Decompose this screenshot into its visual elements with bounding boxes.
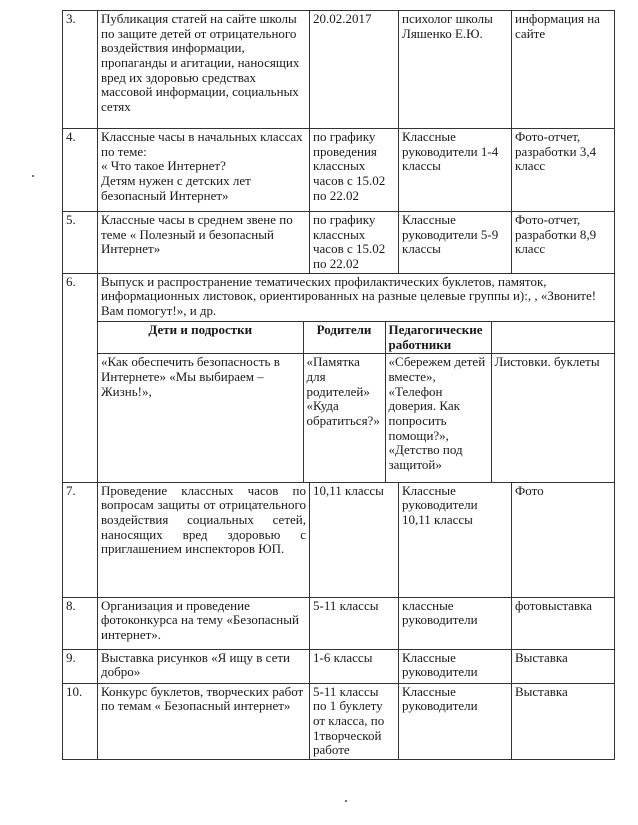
- table-row: [63, 482, 615, 597]
- event-result: Выставка: [512, 649, 615, 683]
- event-date: 1-6 классы: [310, 649, 399, 683]
- header-children: Дети и подростки: [98, 321, 303, 353]
- table-row: [63, 597, 615, 649]
- event-date: 20.02.2017: [310, 11, 399, 129]
- event-description: Классные часы в начальных классах по теме: « Что такое Интернет? Детям нужен с детских лет безопасный Интернет»: [98, 129, 310, 212]
- target-groups-row: [98, 354, 614, 482]
- teachers-materials: «Сбережем детей вместе», «Телефон доверия. Как попросить помощи?», «Детство под защитой»: [385, 354, 491, 482]
- row-number: 4.: [63, 129, 98, 212]
- event-result: Фото-отчет, разработки 8,9 класс: [512, 212, 615, 274]
- row-number: 6.: [63, 273, 98, 482]
- event-result: Фото-отчет, разработки 3,4 класс: [512, 129, 615, 212]
- event-responsible: Классные руководители: [399, 649, 512, 683]
- table-row: [63, 273, 615, 482]
- event-responsible: Классные руководители: [399, 683, 512, 759]
- table-row: [63, 11, 615, 129]
- event-responsible: психолог школы Ляшенко Е.Ю.: [399, 11, 512, 129]
- target-groups-header: [98, 321, 614, 353]
- event-date: по графику проведения классных часов с 15.02 по 22.02: [310, 129, 399, 212]
- event-date: 5-11 классы: [310, 597, 399, 649]
- event-description: Публикация статей на сайте школы по защите детей от отрицательного воздействия информации, пропаганды и агитации, наносящих вред их здоровью средствах массовой информации, социальных сетях: [98, 11, 310, 129]
- event-date: 5-11 классы по 1 буклету от класса, по 1творческой работе: [310, 683, 399, 759]
- table-row: [63, 129, 615, 212]
- event-description: Классные часы в среднем звене по теме « Полезный и безопасный Интернет»: [98, 212, 310, 274]
- document-page: [62, 10, 615, 760]
- event-result: фотовыставка: [512, 597, 615, 649]
- event-result: информация на сайте: [512, 11, 615, 129]
- events-table: [62, 10, 615, 760]
- booklets-cell: [98, 273, 615, 482]
- row-number: 3.: [63, 11, 98, 129]
- event-description: Проведение классных часов по вопросам защиты от отрицательного воздействия социальных сетей, наносящих вред здоровью с приглашением инспекторов ЮП.: [98, 482, 310, 597]
- table-row: [63, 683, 615, 759]
- row-number: 9.: [63, 649, 98, 683]
- row-number: 5.: [63, 212, 98, 274]
- event-description: Организация и проведение фотоконкурса на тему «Безопасный интернет».: [98, 597, 310, 649]
- header-teachers: Педагогические работники: [385, 321, 491, 353]
- event-result: Выставка: [512, 683, 615, 759]
- event-description: Выставка рисунков «Я ищу в сети добро»: [98, 649, 310, 683]
- event-responsible: Классные руководители 1-4 классы: [399, 129, 512, 212]
- event-result: Фото: [512, 482, 615, 597]
- event-date: 10,11 классы: [310, 482, 399, 597]
- table-row: [63, 212, 615, 274]
- event-description: Конкурс буклетов, творческих работ по темам « Безопасный интернет»: [98, 683, 310, 759]
- booklets-result: Листовки. буклеты: [491, 354, 614, 482]
- children-materials: «Как обеспечить безопасность в Интернете» «Мы выбираем – Жизнь!»,: [98, 354, 303, 482]
- row-number: 8.: [63, 597, 98, 649]
- target-groups-table: [98, 321, 614, 482]
- parents-materials: «Памятка для родителей» «Куда обратиться?»: [303, 354, 385, 482]
- row-number: 7.: [63, 482, 98, 597]
- table-row: [63, 649, 615, 683]
- booklets-description: Выпуск и распространение тематических профилактических буклетов, памяток, информационных листовок, ориентированных на разные целевые группы и):, , «Звоните! Вам помогут!», и др.: [101, 273, 597, 319]
- event-responsible: Классные руководители 10,11 классы: [399, 482, 512, 597]
- header-parents: Родители: [303, 321, 385, 353]
- row-number: 10.: [63, 683, 98, 759]
- event-date: по графику классных часов с 15.02 по 22.02: [310, 212, 399, 274]
- event-responsible: классные руководители: [399, 597, 512, 649]
- header-result: [491, 321, 614, 353]
- event-responsible: Классные руководители 5-9 классы: [399, 212, 512, 274]
